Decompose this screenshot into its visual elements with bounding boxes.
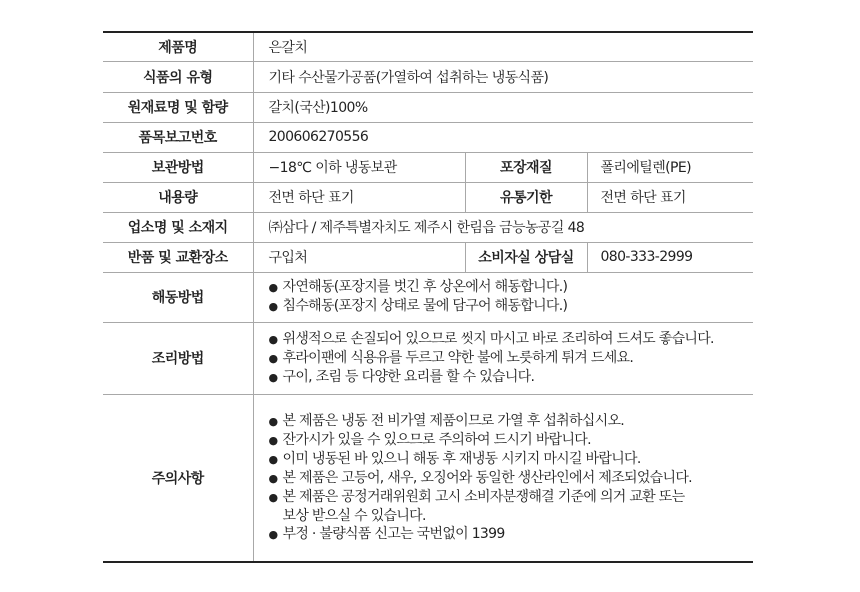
row-storage	[103, 152, 753, 182]
list-item: ● 후라이팬에 식용유를 두르고 약한 불에 노릇하게 튀겨 드세요.	[269, 349, 754, 368]
net-content-value: 전면 하단 표기	[253, 182, 465, 212]
packaging-value: 폴리에틸렌(PE)	[587, 152, 753, 182]
returns-label: 반품 및 교환장소	[103, 242, 253, 272]
thaw-label: 해동방법	[103, 272, 253, 322]
report-number-value: 200606270556	[253, 122, 753, 152]
report-number-label: 품목보고번호	[103, 122, 253, 152]
cook-list	[269, 330, 754, 387]
maker-label: 업소명 및 소재지	[103, 212, 253, 242]
caution-list	[269, 412, 754, 544]
maker-value: ㈜삼다 / 제주특별자치도 제주시 한림읍 금능농공길 48	[253, 212, 753, 242]
list-item: ● 부정 · 불량식품 신고는 국번없이 1399	[269, 525, 754, 544]
ingredients-value: 갈치(국산)100%	[253, 92, 753, 122]
row-net-content	[103, 182, 753, 212]
product-name-label: 제품명	[103, 32, 253, 61]
food-type-value: 기타 수산물가공품(가열하여 섭취하는 냉동식품)	[253, 61, 753, 92]
packaging-label: 포장재질	[465, 152, 587, 182]
returns-value: 구입처	[253, 242, 465, 272]
row-returns	[103, 242, 753, 272]
list-item: ● 위생적으로 손질되어 있으므로 씻지 마시고 바로 조리하여 드셔도 좋습니다.	[269, 330, 754, 349]
expiry-label: 유통기한	[465, 182, 587, 212]
list-item: ● 침수해동(포장지 상태로 물에 담구어 해동합니다.)	[269, 297, 754, 316]
row-caution	[103, 394, 753, 562]
food-type-label: 식품의 유형	[103, 61, 253, 92]
storage-label: 보관방법	[103, 152, 253, 182]
net-content-label: 내용량	[103, 182, 253, 212]
storage-value: −18℃ 이하 냉동보관	[253, 152, 465, 182]
product-label-table	[103, 31, 753, 563]
row-maker	[103, 212, 753, 242]
thaw-list	[269, 278, 754, 316]
cook-list-cell	[253, 322, 753, 394]
list-item: ● 본 제품은 고등어, 새우, 오징어와 동일한 생산라인에서 제조되었습니다.	[269, 469, 754, 488]
row-report-number	[103, 122, 753, 152]
row-thaw	[103, 272, 753, 322]
row-cook	[103, 322, 753, 394]
row-product-name	[103, 32, 753, 61]
ingredients-label: 원재료명 및 함량	[103, 92, 253, 122]
row-ingredients	[103, 92, 753, 122]
list-item: 보상 받으실 수 있습니다.	[282, 507, 426, 524]
list-item: ● 본 제품은 공정거래위원회 고시 소비자분쟁해결 기준에 의거 교환 또는	[269, 488, 754, 507]
expiry-value: 전면 하단 표기	[587, 182, 753, 212]
product-name-value: 은갈치	[253, 32, 753, 61]
thaw-list-cell	[253, 272, 753, 322]
list-item: ● 잔가시가 있을 수 있으므로 주의하여 드시기 바랍니다.	[269, 431, 754, 450]
list-item: ● 자연해동(포장지를 벗긴 후 상온에서 해동합니다.)	[269, 278, 754, 297]
caution-label: 주의사항	[103, 394, 253, 562]
list-item: ● 이미 냉동된 바 있으니 해동 후 재냉동 시키지 마시길 바랍니다.	[269, 450, 754, 469]
caution-list-cell	[253, 394, 753, 562]
consumer-center-label: 소비자실 상담실	[465, 242, 587, 272]
list-item: ● 본 제품은 냉동 전 비가열 제품이므로 가열 후 섭취하십시오.	[269, 412, 754, 431]
row-food-type	[103, 61, 753, 92]
consumer-center-phone: 080-333-2999	[587, 242, 753, 272]
list-item: ● 구이, 조림 등 다양한 요리를 할 수 있습니다.	[269, 368, 754, 387]
cook-label: 조리방법	[103, 322, 253, 394]
